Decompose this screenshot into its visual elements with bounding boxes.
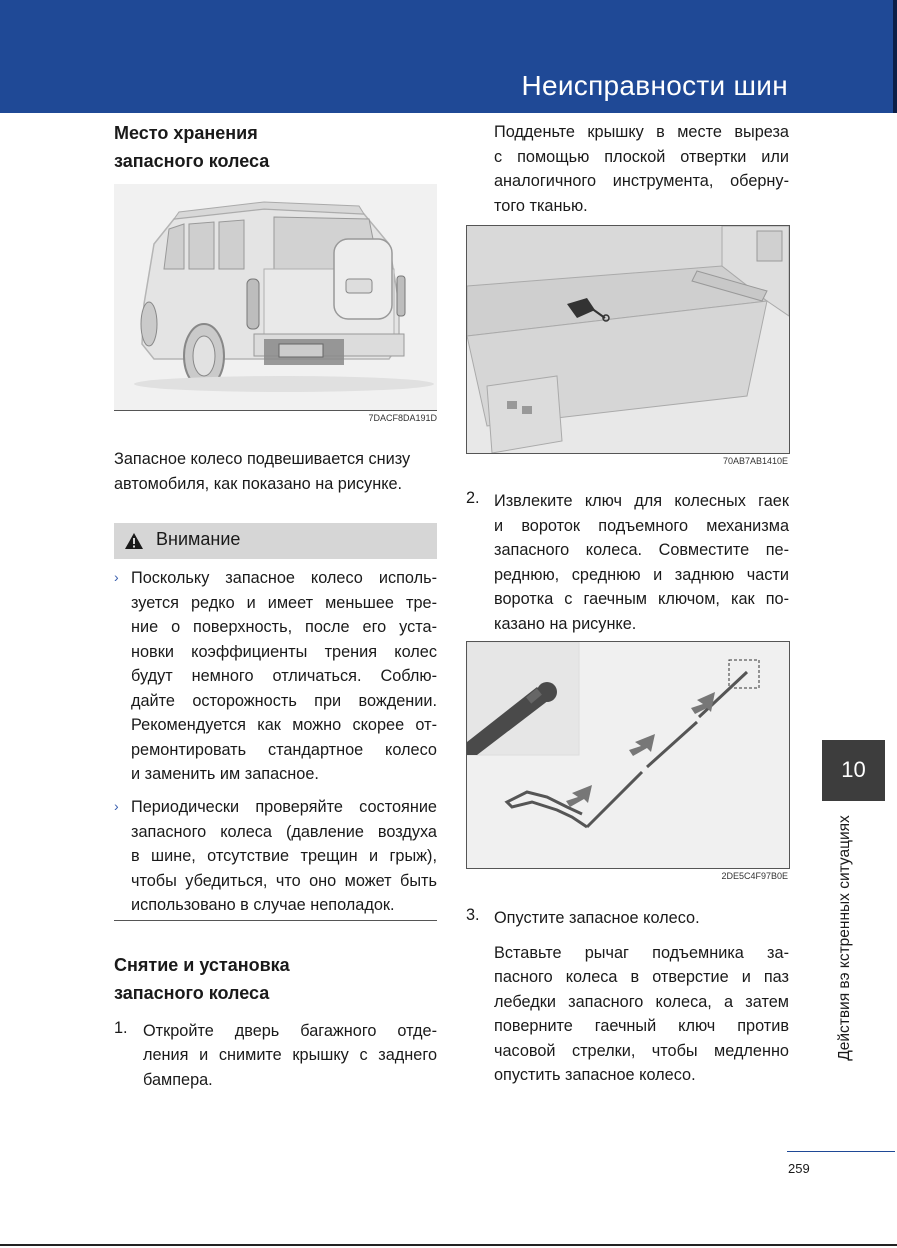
- bullet1-chevron-icon: ›: [114, 569, 119, 585]
- step2-line4: реднюю, среднюю и заднюю части: [494, 566, 789, 584]
- bullet1-line4: новки коэффициенты трения колес: [131, 643, 437, 661]
- bullet2-chevron-icon: ›: [114, 798, 119, 814]
- suv-rear-illustration: [114, 184, 437, 410]
- section2-title-line1: Снятие и установка: [114, 955, 290, 975]
- step3-line6: опустить запасное колесо.: [494, 1066, 696, 1084]
- step2-number: 2.: [466, 489, 480, 507]
- step3-line3: лебедки запасного колеса, а затем: [494, 993, 789, 1011]
- bullet1-line5: будут немного отличаться. Соблю-: [131, 667, 437, 685]
- step3-title: Опустите запасное колесо.: [494, 909, 700, 927]
- chapter-tab-number: 10: [822, 740, 885, 801]
- wrench-assembly-image: [466, 641, 790, 869]
- step1-line2: ления и снимите крышку с заднего: [143, 1046, 437, 1064]
- bullet1-line9: и заменить им запасное.: [131, 765, 319, 783]
- bullet1-line6: дайте осторожность при вождении.: [131, 692, 437, 710]
- warning-title: Внимание: [156, 529, 241, 549]
- bullet1-line3: ние о поверхность, после его уста-: [131, 618, 437, 636]
- step2-line6: казано на рисунке.: [494, 615, 637, 633]
- page-number-rule: [787, 1151, 895, 1152]
- step2-line5: воротка с гаечным ключом, как по-: [494, 590, 789, 608]
- pry-para-line2: с помощью плоской отвертки или: [494, 148, 789, 166]
- bullet2-line1: Периодически проверяйте состояние: [131, 798, 437, 816]
- image1-code: 7DACF8DA191D: [368, 413, 437, 423]
- step1-line1: Откройте дверь багажного отде-: [143, 1022, 437, 1040]
- warning-triangle-icon: [124, 532, 144, 550]
- bullet2-line2: запасного колеса (давление воздуха: [131, 823, 437, 841]
- step3-number: 3.: [466, 906, 480, 924]
- section2-title-line2: запасного колеса: [114, 983, 270, 1003]
- pry-para-line3: аналогичного инструмента, оберну-: [494, 172, 789, 190]
- step3-line1: Вставьте рычаг подъемника за-: [494, 944, 789, 962]
- bullet1-line1: Поскольку запасное колесо исполь-: [131, 569, 437, 587]
- pry-para-line1: Подденьте крышку в месте выреза: [494, 123, 789, 141]
- section1-title-line2: запасного колеса: [114, 151, 270, 171]
- warning-end-rule: [114, 920, 437, 921]
- bullet1-line8: ремонтировать стандартное колесо: [131, 741, 437, 759]
- step3-line4: поверните гаечный ключ против: [494, 1017, 789, 1035]
- page-number: 259: [788, 1161, 810, 1176]
- step3-line5: часовой стрелки, чтобы медленно: [494, 1042, 789, 1060]
- bullet2-line5: использовано в случае неполадок.: [131, 896, 395, 914]
- chapter-tab-label: [831, 808, 859, 1068]
- image2-code: 70AB7AB1410E: [722, 456, 788, 466]
- step1-line3: бампера.: [143, 1071, 213, 1089]
- step2-line1: Извлеките ключ для колесных гаек: [494, 492, 789, 510]
- bullet1-line2: зуется редко и имеет меньшее тре-: [131, 594, 437, 612]
- spare-wheel-car-image: [114, 184, 437, 410]
- para1-line2: автомобиля, как показано на рисунке.: [114, 475, 403, 493]
- trunk-illustration: [467, 226, 789, 453]
- step2-line3: запасного колеса. Совместите пе-: [494, 541, 789, 559]
- bullet2-line3: в шине, отсутствие трещин и грыж),: [131, 847, 437, 865]
- warning-box: [114, 523, 437, 559]
- chapter-tab-label-text: Действия вэ кстренных ситуациях: [836, 815, 853, 1061]
- header-edge-strip: [893, 0, 897, 113]
- step2-line2: и вороток подъемного механизма: [494, 517, 789, 535]
- bullet2-line4: чтобы убедиться, что оно может быть: [131, 872, 437, 890]
- pry-para-line4: того тканью.: [494, 197, 588, 215]
- para1-line1: Запасное колесо подвешивается снизу: [114, 450, 411, 468]
- step1-number: 1.: [114, 1019, 128, 1037]
- section1-title-line1: Место хранения: [114, 123, 258, 143]
- step3-line2: пасного колеса в отверстие и паз: [494, 968, 789, 986]
- page-bottom-rule: [0, 1244, 897, 1246]
- image1-caption-rule: [114, 410, 437, 411]
- chapter-title: Неисправности шин: [521, 70, 788, 101]
- bullet1-line7: Рекомендуется как можно скорее от-: [131, 716, 437, 734]
- image3-code: 2DE5C4F97B0E: [721, 871, 788, 881]
- trunk-cover-image: [466, 225, 790, 454]
- wrench-illustration: [467, 642, 789, 868]
